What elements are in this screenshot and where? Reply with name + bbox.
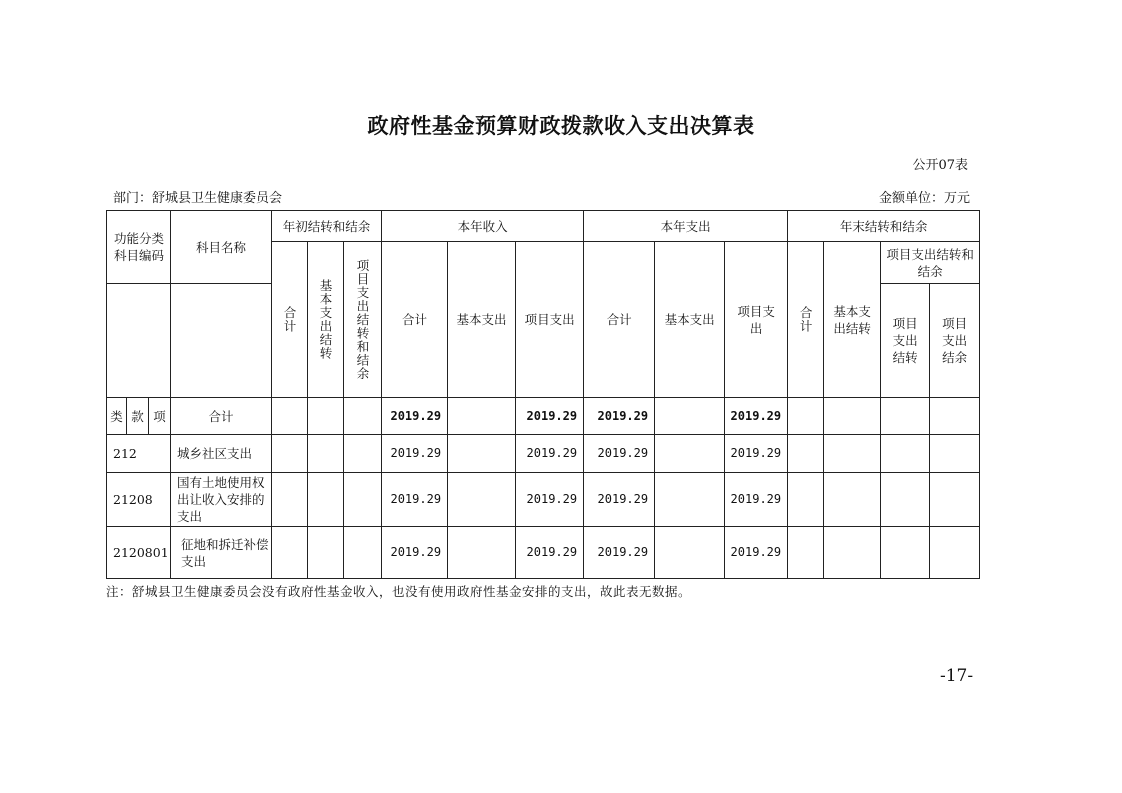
row-name: 国有土地使用权出让收入安排的支出 <box>171 473 272 527</box>
func-code-spacer <box>107 284 171 398</box>
total-expense-project: 2019.29 <box>725 398 788 435</box>
table-row <box>107 527 980 579</box>
subject-name-spacer <box>171 284 272 398</box>
income-header: 本年收入 <box>382 211 584 242</box>
opening-header: 年初结转和结余 <box>272 211 382 242</box>
page-number: -17- <box>940 666 974 686</box>
row-expense-project: 2019.29 <box>725 527 788 579</box>
income-basic-header: 基本支出 <box>448 242 516 398</box>
total-label: 合计 <box>171 398 272 435</box>
opening-total-header: 合计 <box>272 242 308 398</box>
row-income-project: 2019.29 <box>516 527 584 579</box>
budget-table <box>106 210 980 579</box>
expense-total-header: 合计 <box>584 242 655 398</box>
footnote: 注：舒城县卫生健康委员会没有政府性基金收入，也没有使用政府性基金安排的支出，故此表无数据。 <box>106 584 692 599</box>
table-row <box>107 473 980 527</box>
closing-project-balance-header: 项目支出结余 <box>930 284 980 398</box>
department-label: 部门：舒城县卫生健康委员会 <box>113 191 283 206</box>
page-title: 政府性基金预算财政拨款收入支出决算表 <box>367 113 755 138</box>
row-income-total: 2019.29 <box>382 435 448 473</box>
row-code: 212 <box>107 435 171 473</box>
xiang-header: 项 <box>149 398 171 435</box>
income-project-header: 项目支出 <box>516 242 584 398</box>
opening-project-carryover-header: 项目支出结转和结余 <box>344 242 382 398</box>
subject-name-header: 科目名称 <box>171 211 272 284</box>
expense-basic-header: 基本支出 <box>655 242 725 398</box>
form-number: 公开07表 <box>912 158 968 173</box>
total-income-project: 2019.29 <box>516 398 584 435</box>
total-income-total: 2019.29 <box>382 398 448 435</box>
table-row <box>107 435 980 473</box>
row-income-total: 2019.29 <box>382 473 448 527</box>
row-income-project: 2019.29 <box>516 473 584 527</box>
closing-project-header: 项目支出结转和结余 <box>881 242 980 284</box>
total-expense-total: 2019.29 <box>584 398 655 435</box>
closing-basic-carryover-header: 基本支出结转 <box>824 242 881 398</box>
row-expense-project: 2019.29 <box>725 435 788 473</box>
closing-project-carryover-header: 项目支出结转 <box>881 284 930 398</box>
func-code-header: 功能分类 科目编码 <box>107 211 171 284</box>
row-name: 征地和拆迁补偿支出 <box>171 527 272 579</box>
row-expense-total: 2019.29 <box>584 473 655 527</box>
row-expense-total: 2019.29 <box>584 435 655 473</box>
row-expense-project: 2019.29 <box>725 473 788 527</box>
row-income-total: 2019.29 <box>382 527 448 579</box>
opening-basic-carryover-header: 基本支出结转 <box>308 242 344 398</box>
income-total-header: 合计 <box>382 242 448 398</box>
closing-total-header: 合计 <box>788 242 824 398</box>
kuan-header: 款 <box>127 398 149 435</box>
expense-header: 本年支出 <box>584 211 788 242</box>
closing-header: 年末结转和结余 <box>788 211 980 242</box>
row-code: 2120801 <box>107 527 171 579</box>
row-code: 21208 <box>107 473 171 527</box>
row-expense-total: 2019.29 <box>584 527 655 579</box>
unit-label: 金额单位：万元 <box>878 191 970 206</box>
row-income-project: 2019.29 <box>516 435 584 473</box>
row-name: 城乡社区支出 <box>171 435 272 473</box>
lei-header: 类 <box>107 398 127 435</box>
total-row <box>107 398 980 435</box>
expense-project-header: 项目支出 <box>725 242 788 398</box>
